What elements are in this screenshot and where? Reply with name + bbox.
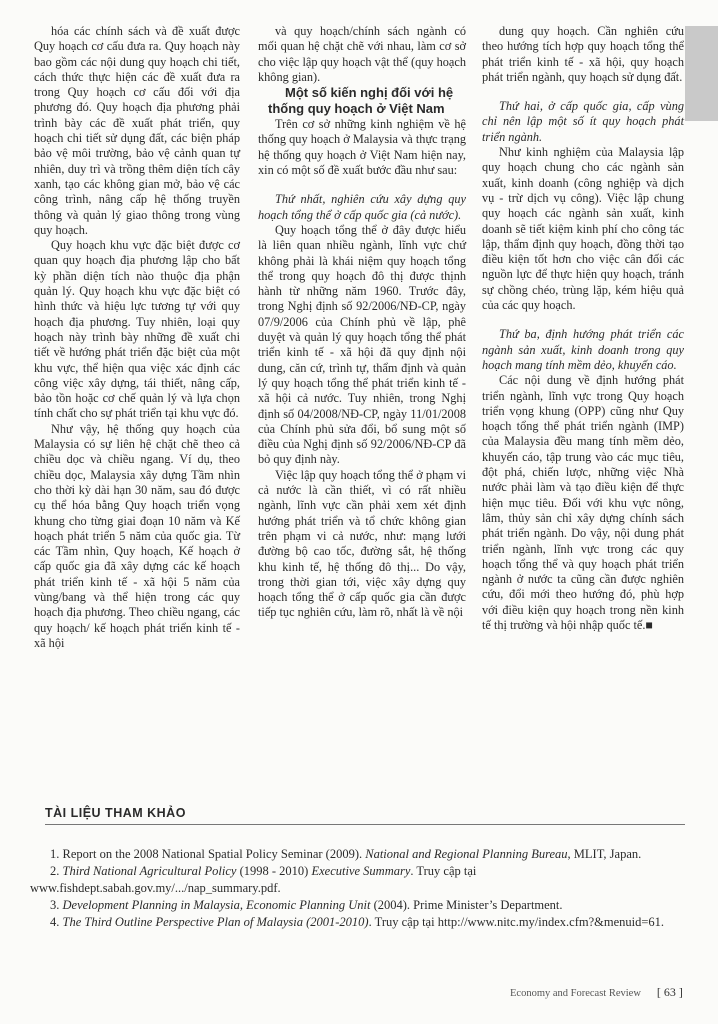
ref-italic: The Third Outline Perspective Plan of Malaysia (2001-2010) [62,915,369,929]
ref-italic: Executive Summary [311,864,411,878]
italic-lead: Thứ nhất, nghiên cứu xây dựng quy hoạch tổng thể ở cấp quốc gia (cả nước). [258,192,466,222]
references-heading: TÀI LIỆU THAM KHẢO [45,806,685,825]
paragraph: hóa các chính sách và đề xuất được Quy hoạch cơ cấu đưa ra. Quy hoạch này bao gồm các nội dung quy hoạch chi tiết, cách thức thực hiện các đề xuất đưa ra trong Quy hoạch cơ cấu đối với địa phương đó. Quy hoạch địa phương phải trình bày các đề xuất phát triển, quy hoạch chi tiết sử dụng đất, các biện pháp bảo vệ môi trường, bảo vệ cảnh quan tự nhiên, duy trì và trồng thêm diện tích cây xanh, tạo các không gian mở, bảo vệ các công trình, nâng cấp hệ thống truyền thông và quản lý giao thông trong vùng quy hoạch. [34,24,240,237]
ref-text: 1. Report on the 2008 National Spatial Policy Seminar (2009). [50,847,366,861]
paragraph [482,373,684,633]
end-of-article-mark: ■ [645,617,653,632]
ref-text: 4. [50,915,63,929]
ref-text: (2004). Prime Minister’s Department. [370,898,563,912]
paragraph: Quy hoạch tổng thể ở đây được hiểu là liên quan nhiều ngành, lĩnh vực chứ không phải là khái niệm quy hoạch tổng thể trong quy hoạch đô thị được thịnh hành từ những năm 1960. Trước đây, trong Nghị định số 92/2006/NĐ-CP, ngày 07/9/2006 của Chính phủ về lập, phê duyệt và quản lý quy hoạch tổng thể phát triển kinh tế - xã hội đã quy định nội dung, căn cứ, trình tự, thẩm định và quản lý quy hoạch tổng thể phát triển kinh tế - xã hội cả nước. Tuy nhiên, trong Nghị định số 04/2008/NĐ-CP, ngày 11/01/2008 của Chính phủ sửa đổi, bổ sung một số điều của Nghị định số 92/2006/NĐ-CP đã bỏ quy định này. [258,222,466,467]
ref-text: , MLIT, Japan. [567,847,642,861]
ref-text: . Truy cập tại www.fishdept.sabah.gov.my/.../nap_summary.pdf. [30,864,477,895]
italic-lead: Thứ hai, ở cấp quốc gia, cấp vùng chỉ nên lập một số ít quy hoạch phát triển ngành. [482,99,684,144]
page-number: [ 63 ] [656,985,683,999]
column-3 [482,24,684,633]
ref-text: . Truy cập tại http://www.nitc.my/index.cfm?&menuid=61. [368,915,665,929]
paragraph: Việc lập quy hoạch tổng thể ở phạm vi cả nước là cần thiết, vì có rất nhiều ngành, lĩnh vực cần phải xem xét định hướng phát triển và tổ chức không gian trên phạm vi cả nước, như: mạng lưới đường bộ cao tốc, đường sắt, hệ thống khu kinh tế, hệ thống đô thị... Do vậy, trong thời gian tới, việc xây dựng quy hoạch tổng thể ở cấp quốc gia cần được tiếp tục nghiên cứu, làm rõ, nhất là về nội [258,467,466,620]
column-2 [258,24,466,621]
ref-italic: Development Planning in Malaysia, Economic Planning Unit [62,898,371,912]
page-footer [510,985,683,1000]
reference-item [30,914,682,931]
section-tab-marker [685,26,718,121]
column-1 [34,24,240,651]
section-heading: Một số kiến nghị đối với hệ thống quy hoạch ở Việt Nam [268,85,454,117]
paragraph: Trên cơ sở những kinh nghiệm về hệ thống quy hoạch ở Malaysia và thực trạng hệ thống quy hoạch ở Việt Nam hiện nay, xin có một số đề xuất bước đầu như sau: [258,117,466,178]
paragraph: và quy hoạch/chính sách ngành có mối quan hệ chặt chẽ với nhau, làm cơ sở cho việc lập quy hoạch vật thể (quy hoạch không gian). [258,24,466,84]
ref-text: 3. [50,898,63,912]
reference-item [30,897,682,914]
paragraph: dung quy hoạch. Cần nghiên cứu theo hướng tích hợp quy hoạch tổng thể phát triển kinh tế - xã hội, quy hoạch phát triển ngành, quy hoạch sử dụng đất. [482,24,684,84]
reference-item [30,846,682,863]
ref-italic: National and Regional Planning Bureau [365,847,568,861]
reference-item [30,863,682,897]
ref-italic: Third National Agricultural Policy [62,864,237,878]
paragraph-text: Các nội dung về định hướng phát triển ngành, lĩnh vực trong Quy hoạch triển vọng khung (OPP) cũng như Quy hoạch tổng thể phát triển ngành (IMP) của Malaysia đều mang tính mềm dẻo, khuyến cáo, tập trung vào các mục tiêu, đột phá, chiến lược, những việc Nhà nước phải làm và tạo điều kiện để thực hiện mục tiêu. Đối với khu vực nông, lâm, thủy sản chỉ xây dựng chính sách phát triển ngành. Do vậy, nội dung phát triển ngành, lĩnh vực trong các quy hoạch tổng thể và quy hoạch phát triển ngành ở nước ta cũng cần được nghiên cứu, đổi mới theo hướng đó, phù hợp với điều kiện quy hoạch trong nền kinh tế thị trường và hội nhập quốc tế. [482,373,684,632]
italic-lead: Thứ ba, định hướng phát triển các ngành sản xuất, kinh doanh trong quy hoạch mang tính mềm dẻo, khuyến cáo. [482,327,684,372]
paragraph: Như kinh nghiệm của Malaysia lập quy hoạch chung cho các ngành sản xuất, kinh doanh (công nghiệp và dịch vụ - trừ dịch vụ công). Việc lập chung quy hoạch các ngành sản xuất, kinh doanh sẽ tiết kiệm kinh phí cho công tác lập, thẩm định quy hoạch, đồng thời tạo điều kiện tốt hơn cho việc cân đối các nguồn lực để thực hiện quy hoạch, tránh sự chồng chéo, trùng lặp, kém hiệu quả của các quy hoạch. [482,145,684,313]
paragraph: Như vậy, hệ thống quy hoạch của Malaysia có sự liên hệ chặt chẽ theo cả chiều dọc và chiều ngang. Ví dụ, theo chiều dọc, Malaysia xây dựng Tầm nhìn cho thời kỳ dài hạn 30 năm, sau đó được cụ thể hóa bằng Quy hoạch triển vọng khung cho từng giai đoạn 10 năm và Kế hoạch phát triển 5 năm của quốc gia. Từ các Tầm nhìn, Quy hoạch, Kế hoạch ở cấp quốc gia đã xây dựng các kế hoạch phát triển kinh tế - xã hội 5 năm của vùng/bang và thể hiện trong các quy hoạch địa phương. Theo chiều ngang, các quy hoạch/ kế hoạch phát triển kinh tế - xã hội [34,421,240,650]
ref-text: (1998 - 2010) [236,864,312,878]
paragraph: Quy hoạch khu vực đặc biệt được cơ quan quy hoạch địa phương lập cho bất kỳ phần diện tích nào thuộc địa phận quản lý. Quy hoạch khu vực đặc biệt có hình thức và hiệu lực tương tự với quy hoạch địa phương. Tuy nhiên, loại quy hoạch này trình bày những đề xuất chi tiết về hướng phát triển đặc biệt của một khu vực, thể hiện qua việc xác định các công việc xây dựng, tái thiết, nâng cấp, bảo tồn hoặc cơ chế quản lý và lựa chọn tính chất cho sự phát triển tại khu vực đó. [34,238,240,421]
references-list [30,846,682,931]
journal-name: Economy and Forecast Review [510,988,641,999]
ref-text: 2. [50,864,63,878]
